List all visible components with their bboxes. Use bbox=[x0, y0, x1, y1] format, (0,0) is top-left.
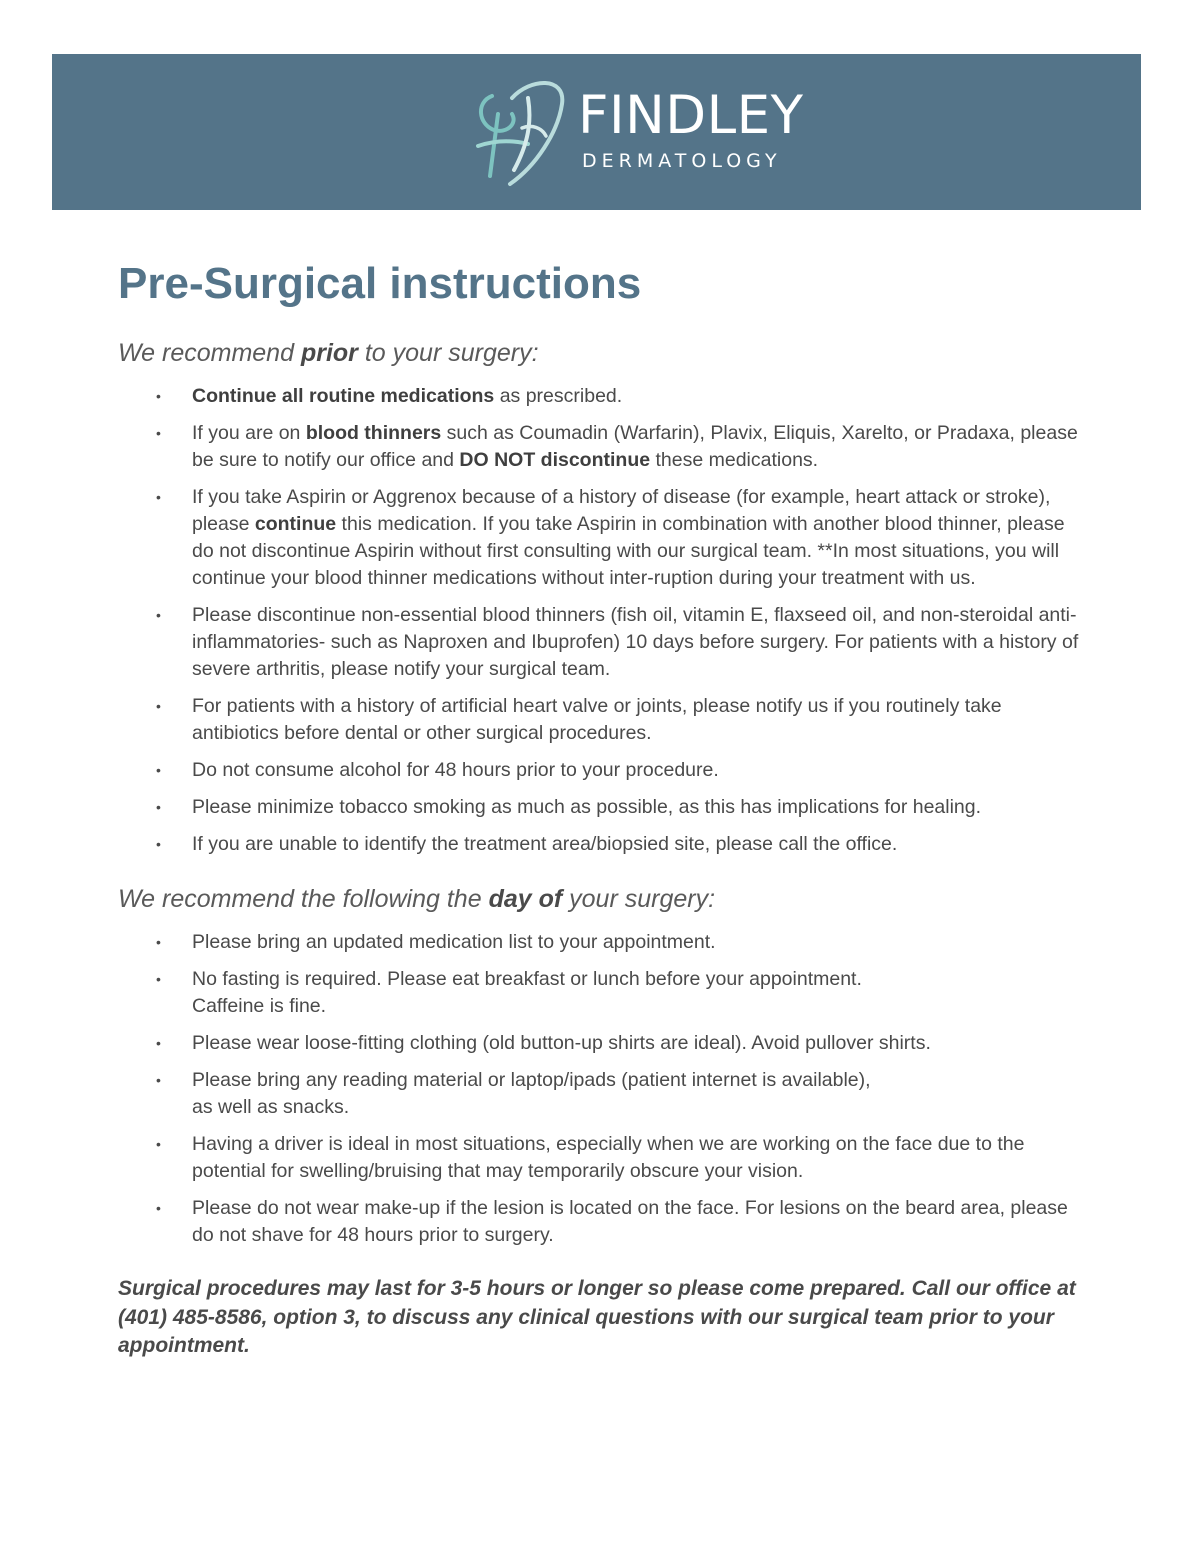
page-title: Pre-Surgical instructions bbox=[118, 259, 642, 308]
bullet-icon: • bbox=[156, 388, 161, 404]
list-item: • Having a driver is ideal in most situations, especially when we are working on the face due to the potential for swelling/bruising that may temporarily obscure your vision. bbox=[156, 1133, 1025, 1182]
findley-dermatology-logo bbox=[472, 74, 832, 190]
bullet-icon: • bbox=[156, 934, 161, 950]
section-heading-prior: We recommend prior to your surgery: bbox=[118, 339, 539, 367]
bullet-icon: • bbox=[156, 836, 161, 852]
list-item: • Please minimize tobacco smoking as much as possible, as this has implications for healing. bbox=[118, 794, 1083, 821]
list-item: • Please do not wear make-up if the lesion is located on the face. For lesions on the beard area, please do not shave for 48 hours prior to surgery. bbox=[156, 1197, 1068, 1246]
fd-monogram-icon bbox=[472, 74, 572, 190]
header-banner bbox=[52, 54, 1141, 210]
list-item: • For patients with a history of artificial heart valve or joints, please notify us if you routinely take antibiotics before dental or other surgical procedures. bbox=[156, 695, 1002, 744]
brand-name: FINDLEY bbox=[578, 85, 804, 146]
document-body bbox=[118, 258, 1083, 1361]
list-item: • Continue all routine medications as prescribed. bbox=[118, 383, 1083, 410]
bullet-icon: • bbox=[156, 1200, 161, 1216]
bullet-icon: • bbox=[156, 698, 161, 714]
day-of-instructions-list bbox=[118, 929, 1083, 1249]
list-item: • Please bring an updated medication list to your appointment. bbox=[118, 929, 1083, 956]
list-item: • Please discontinue non-essential blood thinners (fish oil, vitamin E, flaxseed oil, and non-steroidal anti-inflammatories- such as Naproxen and Ibuprofen) 10 days before surgery. For patients with a history of severe arthritis, please notify your surgical team. bbox=[156, 604, 1079, 680]
bullet-icon: • bbox=[156, 607, 161, 623]
bullet-icon: • bbox=[156, 489, 161, 505]
prior-instructions-list bbox=[118, 383, 1083, 858]
list-item: • If you are unable to identify the treatment area/biopsied site, please call the office. bbox=[118, 831, 1083, 858]
bullet-icon: • bbox=[156, 1035, 161, 1051]
list-item: • If you take Aspirin or Aggrenox because of a history of disease (for example, heart attack or stroke), please continue this medication. If you take Aspirin in combination with another blood thinner, please do not discontinue Aspirin without first consulting with our surgical team. **In most situations, you will continue your blood thinner medications without inter-ruption during your treatment with us. bbox=[156, 486, 1065, 589]
list-item: • Do not consume alcohol for 48 hours prior to your procedure. bbox=[118, 757, 1083, 784]
brand-subtitle: DERMATOLOGY bbox=[582, 150, 782, 172]
bullet-icon: • bbox=[156, 1072, 161, 1088]
list-item: • No fasting is required. Please eat breakfast or lunch before your appointment. Caffeine is fine. bbox=[156, 968, 862, 1017]
bullet-icon: • bbox=[156, 1136, 161, 1152]
list-item: • Please wear loose-fitting clothing (old button-up shirts are ideal). Avoid pullover shirts. bbox=[118, 1030, 1083, 1057]
section-heading-day-of: We recommend the following the day of your surgery: bbox=[118, 885, 716, 913]
list-item: • If you are on blood thinners such as Coumadin (Warfarin), Plavix, Eliquis, Xarelto, or Pradaxa, please be sure to notify our office and DO NOT discontinue these medications. bbox=[156, 422, 1078, 471]
bullet-icon: • bbox=[156, 425, 161, 441]
list-item: • Please bring any reading material or laptop/ipads (patient internet is available), as well as snacks. bbox=[156, 1069, 871, 1118]
bullet-icon: • bbox=[156, 971, 161, 987]
bullet-icon: • bbox=[156, 762, 161, 778]
bullet-icon: • bbox=[156, 799, 161, 815]
closing-note: Surgical procedures may last for 3-5 hours or longer so please come prepared. Call our office at (401) 485-8586, option 3, to discuss any clinical questions with our surgical team prior to your appointment. bbox=[118, 1277, 1076, 1357]
